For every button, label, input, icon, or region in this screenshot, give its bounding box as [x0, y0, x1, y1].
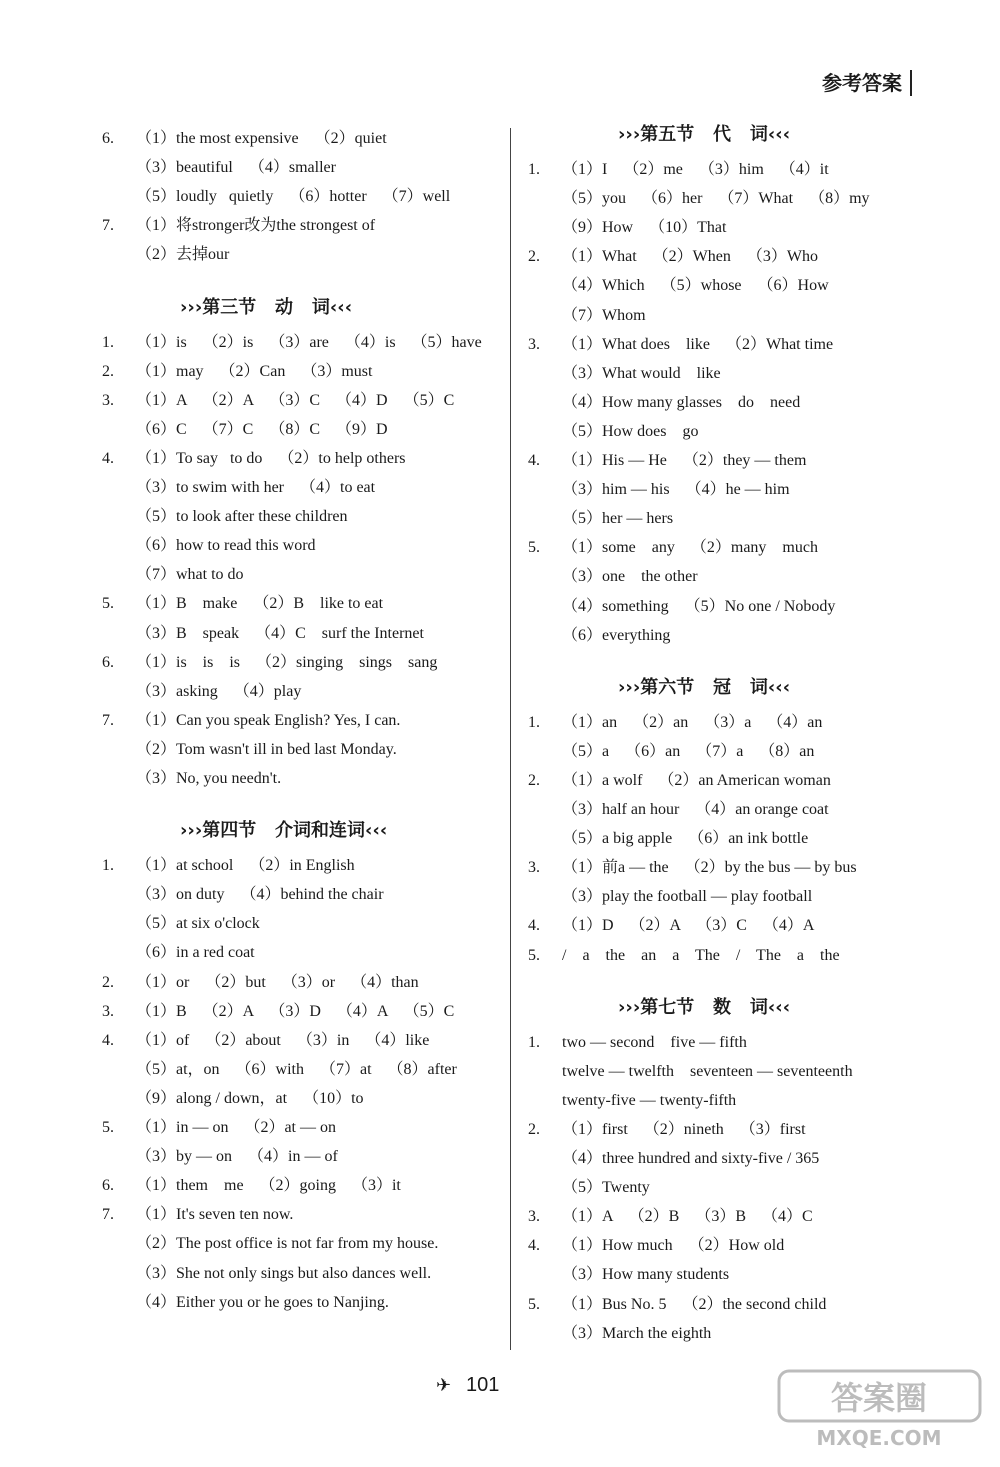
question-number: 3.: [102, 391, 114, 409]
answer-line: twenty-five — twenty-fifth: [562, 1091, 737, 1109]
question-number: 5.: [528, 946, 540, 964]
question-number: 4.: [102, 449, 114, 467]
question-number: 4.: [528, 1237, 540, 1255]
answer-line: （5）a big apple （6）an ink bottle: [562, 830, 809, 848]
answer-line: （5）loudly quietly （6）hotter （7）well: [136, 188, 451, 206]
answer-line: （4）Either you or he goes to Nanjing.: [136, 1293, 389, 1311]
answer-line: （3）No, you needn't.: [136, 770, 282, 787]
answer-line: （1）is is is （2）singing sings sang: [136, 653, 438, 671]
answer-line: （7）what to do: [136, 566, 244, 584]
question-number: 5.: [528, 539, 540, 557]
answer-line: （1）first （2）nineth （3）first: [562, 1120, 806, 1138]
section-heading: ›››第七节 数 词‹‹‹: [618, 996, 791, 1018]
answer-line: （1）D （2）A （3）C （4）A: [562, 917, 815, 935]
answer-line: （1）How much （2）How old: [562, 1237, 785, 1255]
answer-line: （5）a （6）an （7）a （8）an: [562, 742, 815, 760]
answer-line: （6）everything: [562, 626, 671, 644]
question-number: 1.: [528, 713, 540, 731]
answer-line: （6）C （7）C （8）C （9）D: [136, 420, 388, 438]
question-number: 6.: [102, 653, 114, 671]
answer-line: （5）How does go: [562, 422, 699, 440]
answer-line: （7）Whom: [562, 306, 646, 324]
answer-line: （1）A （2）B （3）B （4）C: [562, 1208, 813, 1226]
answer-line: （3）asking （4）play: [136, 682, 302, 700]
answer-line: （6）in a red coat: [136, 944, 255, 962]
answer-line: （1）His — He （2）they — them: [562, 452, 807, 469]
question-number: 2.: [528, 1120, 540, 1138]
answer-line: （1）or （2）but （3）or （4）than: [136, 973, 419, 991]
answer-line: （1）a wolf （2）an American woman: [562, 771, 831, 789]
answer-line: （5）Twenty: [562, 1179, 650, 1197]
answer-line: （3）B speak （4）C surf the Internet: [136, 624, 424, 642]
answer-line: （4）three hundred and sixty-five / 365: [562, 1150, 820, 1167]
answer-line: （3）on duty （4）behind the chair: [136, 886, 384, 904]
watermark-brand: 答案圈: [830, 1379, 928, 1417]
answer-line: （5）at，on （6）with （7）at （8）after: [136, 1060, 457, 1078]
answer-line: （1）them me （2）going （3）it: [136, 1177, 401, 1195]
answer-line: （2）Tom wasn't ill in bed last Monday.: [136, 740, 397, 758]
question-number: 5.: [102, 1119, 114, 1136]
answer-line: （9）along / down，at （10）to: [136, 1089, 364, 1107]
answer-line: （1）some any （2）many much: [562, 539, 818, 557]
answer-line: （1）B （2）A （3）D （4）A （5）C: [136, 1002, 455, 1020]
answer-line: （3）by — on （4）in — of: [136, 1148, 338, 1166]
question-number: 3.: [102, 1002, 114, 1020]
question-number: 3.: [528, 335, 540, 353]
question-number: 1.: [528, 161, 540, 178]
answer-line: （1）To say to do （2）to help others: [136, 449, 406, 467]
question-number: 2.: [528, 248, 540, 266]
question-number: 6.: [102, 1177, 114, 1195]
question-number: 2.: [528, 771, 540, 789]
answer-line: （4）Which （5）whose （6）How: [562, 277, 829, 295]
answer-line: （3）him — his （4）he — him: [562, 481, 790, 499]
section-heading: ›››第五节 代 词‹‹‹: [618, 124, 791, 145]
answer-line: （1）in — on （2）at — on: [136, 1119, 336, 1136]
question-number: 4.: [528, 917, 540, 935]
answer-line: （3）half an hour （4）an orange coat: [562, 801, 829, 818]
answer-line: （1）B make （2）B like to eat: [136, 595, 384, 613]
answer-line: （1）of （2）about （3）in （4）like: [136, 1031, 430, 1049]
answer-line: （1）前a — the （2）by the bus — by bus: [562, 859, 857, 877]
answer-line: （3）to swim with her （4）to eat: [136, 479, 376, 496]
answer-line: （3）play the football — play football: [562, 888, 813, 906]
answer-line: （1）at school （2）in English: [136, 857, 355, 875]
answer-line: twelve — twelfth seventeen — seventeenth: [562, 1062, 853, 1080]
question-number: 5.: [528, 1295, 540, 1313]
question-number: 7.: [102, 711, 114, 729]
question-number: 5.: [102, 595, 114, 613]
answer-line: （1）may （2）Can （3）must: [136, 362, 373, 380]
answer-line: （1）What does like （2）What time: [562, 335, 834, 353]
question-number: 2.: [102, 973, 114, 991]
answer-line: （1）It's seven ten now.: [136, 1206, 294, 1224]
question-number: 1.: [102, 857, 114, 875]
question-number: 1.: [102, 333, 114, 351]
page-header-title: 参考答案: [822, 70, 912, 96]
answer-line: （3）What would like: [562, 364, 721, 382]
answer-line: （3）beautiful （4）smaller: [136, 159, 336, 177]
answer-line: （1）A （2）A （3）C （4）D （5）C: [136, 391, 455, 409]
section-heading: ›››第三节 动 词‹‹‹: [180, 296, 353, 318]
answer-line: （5）her — hers: [562, 510, 674, 528]
answer-line: （3）She not only sings but also dances well.: [136, 1264, 432, 1282]
answer-line: two — second five — fifth: [562, 1033, 747, 1051]
answer-line: （2）去掉our: [136, 246, 230, 264]
watermark-site: MXQE.COM: [816, 1426, 942, 1449]
answer-line: （3）March the eighth: [562, 1324, 712, 1342]
question-number: 1.: [528, 1033, 540, 1051]
answer-line: （1）the most expensive （2）quiet: [136, 130, 387, 147]
answer-line: （1）What （2）When （3）Who: [562, 248, 818, 266]
answer-line: / a the an a The / The a the: [562, 946, 840, 964]
answer-line: （2）The post office is not far from my house.: [136, 1235, 439, 1253]
answer-line: （4）How many glasses do need: [562, 393, 801, 411]
section-heading: ›››第四节 介词和连词‹‹‹: [180, 820, 388, 842]
answer-line: （6）how to read this word: [136, 537, 316, 555]
page-number: 101: [466, 1374, 500, 1396]
answer-line: （1）Bus No. 5 （2）the second child: [562, 1295, 827, 1313]
question-number: 7.: [102, 1206, 114, 1224]
answer-line: （9）How （10）That: [562, 219, 727, 237]
question-number: 3.: [528, 859, 540, 877]
answer-line: （1）将stronger改为the strongest of: [136, 217, 376, 235]
column-divider: [510, 128, 511, 1350]
watermark-logo: [777, 1369, 982, 1449]
answer-line: （5）to look after these children: [136, 508, 348, 526]
question-number: 2.: [102, 362, 114, 380]
answer-line: （4）something （5）No one / Nobody: [562, 597, 836, 615]
answer-line: （1）an （2）an （3）a （4）an: [562, 713, 823, 731]
answer-line: （5）at six o'clock: [136, 915, 260, 933]
answer-line: （3）one the other: [562, 568, 698, 586]
question-number: 4.: [102, 1031, 114, 1049]
question-number: 4.: [528, 452, 540, 469]
answer-line: （1）Can you speak English? Yes, I can.: [136, 711, 401, 729]
answer-line: （1）is （2）is （3）are （4）is （5）have: [136, 333, 482, 351]
answer-line: （3）How many students: [562, 1266, 730, 1284]
publisher-logo-icon: ✈: [436, 1375, 452, 1395]
question-number: 7.: [102, 217, 114, 235]
answer-line: （5）you （6）her （7）What （8）my: [562, 190, 870, 208]
question-number: 3.: [528, 1208, 540, 1226]
answer-line: （1）I （2）me （3）him （4）it: [562, 161, 829, 178]
question-number: 6.: [102, 130, 114, 147]
section-heading: ›››第六节 冠 词‹‹‹: [618, 676, 791, 698]
